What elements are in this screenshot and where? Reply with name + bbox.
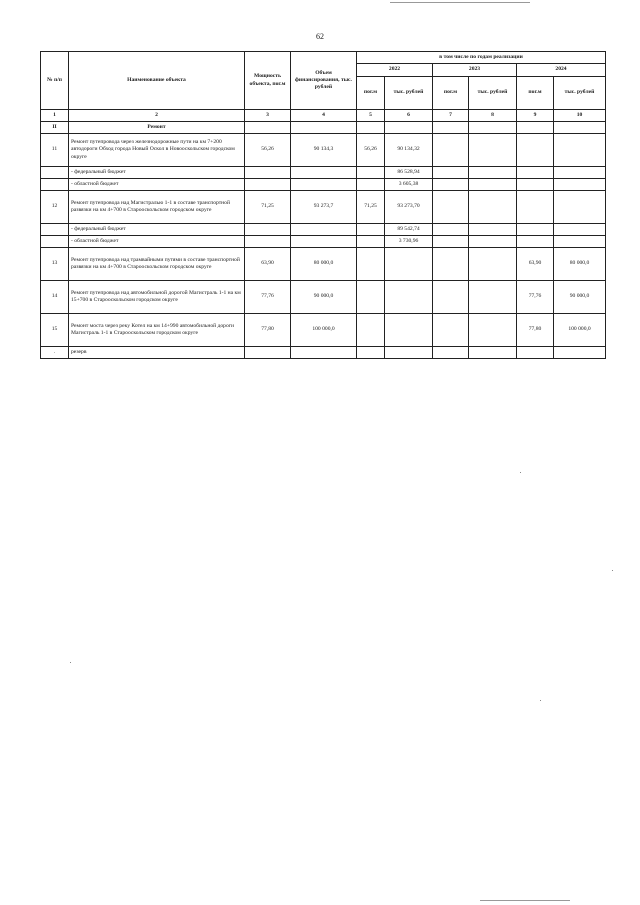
column-number: 9 (517, 110, 554, 122)
empty-cell (554, 236, 606, 248)
header-unit-money: тыс. рублей (554, 77, 606, 110)
header-unit-money: тыс. рублей (469, 77, 517, 110)
table-subrow (41, 179, 606, 191)
row-funding: 80 000,0 (291, 248, 357, 281)
scan-speck (612, 570, 613, 571)
row-2022-length: 56,26 (357, 134, 385, 167)
header-col-funding: Объем финансирования, тыс. рублей (291, 52, 357, 110)
row-funding: 100 000,0 (291, 314, 357, 347)
empty-cell (469, 236, 517, 248)
empty-cell (433, 122, 469, 134)
row-2022-money (385, 281, 433, 314)
row-2024-length (517, 134, 554, 167)
column-number: 2 (69, 110, 245, 122)
row-no: 11 (41, 134, 69, 167)
row-2024-money (554, 191, 606, 224)
row-name: Ремонт путепровода над автомобильной дорогой Магистраль 1-1 на км 15+700 в Старооскольском городском округе (69, 281, 245, 314)
section-title: Ремонт (69, 122, 245, 134)
row-2023-money (469, 248, 517, 281)
row-no: 15 (41, 314, 69, 347)
empty-cell (357, 122, 385, 134)
subrow-2022-money: 86 528,94 (385, 167, 433, 179)
row-capacity: 77,76 (245, 281, 291, 314)
row-2022-money: 93 273,70 (385, 191, 433, 224)
row-name: Ремонт моста через реку Котел на км 14+990 автомобильной дороги Магистраль 1-1 в Старооскольском городском округе (69, 314, 245, 347)
empty-cell (517, 179, 554, 191)
row-2024-money (554, 134, 606, 167)
empty-cell (291, 167, 357, 179)
empty-cell (469, 179, 517, 191)
row-2024-money: 90 000,0 (554, 281, 606, 314)
empty-cell (433, 347, 469, 359)
table-subrow (41, 236, 606, 248)
row-no: 12 (41, 191, 69, 224)
row-2024-length: 63,90 (517, 248, 554, 281)
empty-cell (357, 224, 385, 236)
reserve-row (41, 347, 606, 359)
row-2023-length (433, 134, 469, 167)
empty-cell (469, 224, 517, 236)
empty-cell (554, 347, 606, 359)
row-2024-length (517, 191, 554, 224)
empty-cell (517, 224, 554, 236)
column-number: 6 (385, 110, 433, 122)
empty-cell (433, 179, 469, 191)
empty-cell (245, 179, 291, 191)
table-row (41, 191, 606, 224)
row-2022-money (385, 248, 433, 281)
subrow-label: - федеральный бюджет (69, 167, 245, 179)
empty-cell (41, 167, 69, 179)
row-no: 13 (41, 248, 69, 281)
empty-cell (245, 236, 291, 248)
empty-cell (517, 167, 554, 179)
row-funding: 90 134,3 (291, 134, 357, 167)
header-year-2023: 2023 (433, 64, 517, 77)
empty-cell (554, 122, 606, 134)
row-2024-length: 77,76 (517, 281, 554, 314)
header-year-2024: 2024 (517, 64, 606, 77)
subrow-2022-money: 89 542,74 (385, 224, 433, 236)
program-table-container (40, 51, 605, 359)
reserve-label: резерв (69, 347, 245, 359)
empty-cell (41, 224, 69, 236)
row-2023-money (469, 191, 517, 224)
subrow-label: - областной бюджет (69, 236, 245, 248)
empty-cell (469, 167, 517, 179)
empty-cell (291, 224, 357, 236)
empty-cell (554, 224, 606, 236)
row-no: 14 (41, 281, 69, 314)
empty-cell (433, 167, 469, 179)
row-2023-money (469, 314, 517, 347)
empty-cell (554, 179, 606, 191)
empty-cell (357, 236, 385, 248)
row-2023-length (433, 248, 469, 281)
row-name: Ремонт путепровода над Магистралью 1-1 в составе транспортной развязки на км 4+700 в Старооскольском городском округе (69, 191, 245, 224)
row-funding: 90 000,0 (291, 281, 357, 314)
empty-cell (245, 224, 291, 236)
empty-cell (41, 179, 69, 191)
program-table (40, 51, 606, 359)
section-code: II (41, 122, 69, 134)
header-unit-length: пог.м (433, 77, 469, 110)
header-col-capacity: Мощность объекта, пог.м (245, 52, 291, 110)
column-number: 4 (291, 110, 357, 122)
empty-cell (245, 122, 291, 134)
scan-speck (70, 662, 71, 663)
empty-cell (291, 347, 357, 359)
scan-artifact-top (390, 2, 530, 3)
row-2023-money (469, 281, 517, 314)
header-years-group: в том числе по годам реализации (357, 52, 606, 64)
row-name: Ремонт путепровода через железнодорожные пути на км 7+200 автодороги Обход города Новый Оскол в Новооскольском городском округе (69, 134, 245, 167)
row-capacity: 56,26 (245, 134, 291, 167)
header-year-2022: 2022 (357, 64, 433, 77)
table-row (41, 281, 606, 314)
column-number: 1 (41, 110, 69, 122)
row-2023-length (433, 281, 469, 314)
empty-cell (385, 122, 433, 134)
row-capacity: 71,25 (245, 191, 291, 224)
empty-cell (433, 224, 469, 236)
column-number: 7 (433, 110, 469, 122)
column-number: 5 (357, 110, 385, 122)
empty-cell (517, 122, 554, 134)
row-2022-length (357, 281, 385, 314)
column-number: 3 (245, 110, 291, 122)
empty-cell (433, 236, 469, 248)
empty-cell (357, 179, 385, 191)
row-2022-money: 90 134,32 (385, 134, 433, 167)
scan-artifact-bottom (480, 900, 570, 901)
section-row (41, 122, 606, 134)
empty-cell (517, 236, 554, 248)
row-funding: 93 273,7 (291, 191, 357, 224)
empty-cell (357, 167, 385, 179)
empty-cell (554, 167, 606, 179)
empty-cell (517, 347, 554, 359)
page-number: 62 (316, 32, 324, 41)
subrow-label: - федеральный бюджет (69, 224, 245, 236)
empty-cell (291, 122, 357, 134)
header-unit-money: тыс. рублей (385, 77, 433, 110)
empty-cell (245, 347, 291, 359)
header-col-name: Наименование объекта (69, 52, 245, 110)
subrow-label: - областной бюджет (69, 179, 245, 191)
table-row (41, 248, 606, 281)
header-unit-length: пог.м (357, 77, 385, 110)
header-col-no: № п/п (41, 52, 69, 110)
row-capacity: 63,90 (245, 248, 291, 281)
row-name: Ремонт путепровода над трамвайными путями в составе транспортной развязки на км 4+700 в Старооскольском городском округе (69, 248, 245, 281)
row-2024-money: 80 000,0 (554, 248, 606, 281)
empty-cell (469, 122, 517, 134)
empty-cell (41, 236, 69, 248)
empty-cell (245, 167, 291, 179)
row-2023-money (469, 134, 517, 167)
row-2022-length: 71,25 (357, 191, 385, 224)
column-number: 10 (554, 110, 606, 122)
scan-speck (540, 700, 541, 701)
empty-cell (385, 347, 433, 359)
empty-cell (291, 236, 357, 248)
empty-cell (291, 179, 357, 191)
row-2024-length: 77,80 (517, 314, 554, 347)
table-subrow (41, 224, 606, 236)
table-subrow (41, 167, 606, 179)
column-number: 8 (469, 110, 517, 122)
column-number-row (41, 110, 606, 122)
scan-speck (520, 472, 521, 473)
empty-cell (469, 347, 517, 359)
row-2023-length (433, 314, 469, 347)
row-2022-length (357, 248, 385, 281)
subrow-2022-money: 3 605,38 (385, 179, 433, 191)
reserve-no: . (41, 347, 69, 359)
row-2022-length (357, 314, 385, 347)
row-capacity: 77,80 (245, 314, 291, 347)
table-row (41, 314, 606, 347)
row-2023-length (433, 191, 469, 224)
header-unit-length: пог.м (517, 77, 554, 110)
table-body (41, 110, 606, 359)
row-2024-money: 100 000,0 (554, 314, 606, 347)
table-row (41, 134, 606, 167)
row-2022-money (385, 314, 433, 347)
subrow-2022-money: 3 730,96 (385, 236, 433, 248)
empty-cell (357, 347, 385, 359)
